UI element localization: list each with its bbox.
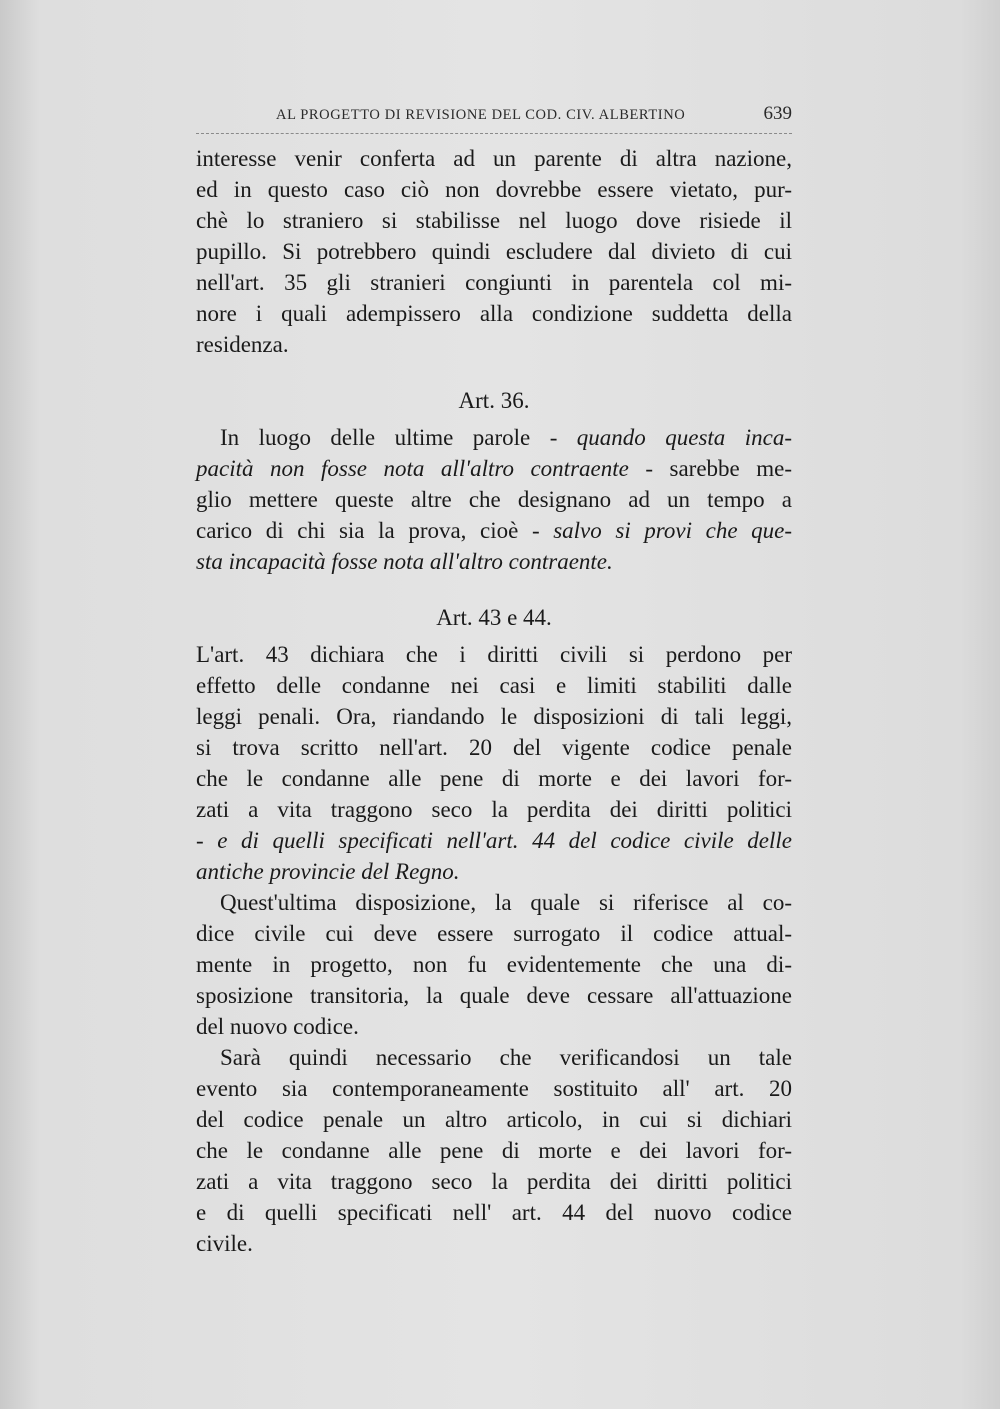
text-line: glio mettere queste altre che designano ad un tempo a: [196, 487, 792, 512]
page-header: [196, 100, 792, 134]
text-line: [196, 856, 792, 887]
text-line: [196, 453, 792, 484]
text-line: effetto delle condanne nei casi e limiti stabiliti dalle: [196, 673, 792, 698]
page-body: [196, 143, 792, 1259]
text-line: che le condanne alle pene di morte e dei lavori for-: [196, 1138, 792, 1163]
text-line: del codice penale un altro articolo, in cui si dichiari: [196, 1107, 792, 1132]
italic-quote: antiche provincie del Regno.: [196, 859, 460, 884]
text-line: [196, 515, 792, 546]
text-line: ed in questo caso ciò non dovrebbe essere vietato, pur-: [196, 177, 792, 202]
section-heading-art-43-44: Art. 43 e 44.: [436, 605, 552, 630]
text-line: chè lo straniero si stabilisse nel luogo dove risiede il: [196, 208, 792, 233]
italic-quote: e di quelli specificati nell'art. 44 del codice civile delle: [217, 828, 792, 853]
page-number: 639: [763, 103, 792, 124]
text-run: - sarebbe me-: [628, 456, 793, 481]
paragraph-residenza: [196, 143, 792, 360]
text-line: civile.: [196, 1231, 253, 1256]
text-line: L'art. 43 dichiara che i diritti civili si perdono per: [196, 642, 792, 667]
paragraph-art-43: [196, 639, 792, 887]
text-run: carico di chi sia la prova, cioè -: [196, 518, 554, 543]
text-line: si trova scritto nell'art. 20 del vigente codice penale: [196, 735, 792, 760]
text-line: zati a vita traggono seco la perdita dei diritti politici: [196, 1169, 792, 1194]
text-run: In luogo delle ultime parole -: [220, 425, 577, 450]
italic-quote: quando questa inca-: [576, 425, 792, 450]
text-line: residenza.: [196, 332, 289, 357]
text-line: evento sia contemporaneamente sostituito all' art. 20: [196, 1076, 792, 1101]
text-line: [196, 825, 792, 856]
text-line: del nuovo codice.: [196, 1014, 359, 1039]
text-line: leggi penali. Ora, riandando le disposizioni di tali leggi,: [196, 704, 792, 729]
text-line: Sarà quindi necessario che verificandosi un tale: [220, 1045, 792, 1070]
section-heading-art-36: Art. 36.: [458, 388, 530, 413]
text-line: [196, 546, 792, 577]
text-line: che le condanne alle pene di morte e dei lavori for-: [196, 766, 792, 791]
text-line: sposizione transitoria, la quale deve cessare all'attuazione: [196, 983, 792, 1008]
italic-quote: salvo si provi che que-: [553, 518, 792, 543]
text-line: e di quelli specificati nell' art. 44 del nuovo codice: [196, 1200, 792, 1225]
italic-quote: sta incapacità fosse nota all'altro contraente.: [196, 549, 613, 574]
running-head: AL PROGETTO DI REVISIONE DEL COD. CIV. ALBERTINO: [276, 107, 686, 123]
text-line: interesse venir conferta ad un parente di altra nazione,: [196, 146, 792, 171]
text-line: Quest'ultima disposizione, la quale si riferisce al co-: [220, 890, 792, 915]
text-run: -: [196, 828, 218, 853]
text-line: [196, 422, 792, 453]
paragraph-necessario: [196, 1042, 792, 1259]
header-rule: [196, 133, 792, 134]
text-line: pupillo. Si potrebbero quindi escludere dal divieto di cui: [196, 239, 792, 264]
text-line: nell'art. 35 gli stranieri congiunti in parentela col mi-: [196, 270, 792, 295]
text-line: dice civile cui deve essere surrogato il codice attual-: [196, 921, 792, 946]
text-line: mente in progetto, non fu evidentemente che una di-: [196, 952, 792, 977]
text-line: zati a vita traggono seco la perdita dei diritti politici: [196, 797, 792, 822]
paragraph-transitoria: [196, 887, 792, 1042]
paragraph-art-36: [196, 422, 792, 577]
text-line: nore i quali adempissero alla condizione suddetta della: [196, 301, 792, 326]
italic-quote: pacità non fosse nota all'altro contraente: [196, 456, 629, 481]
